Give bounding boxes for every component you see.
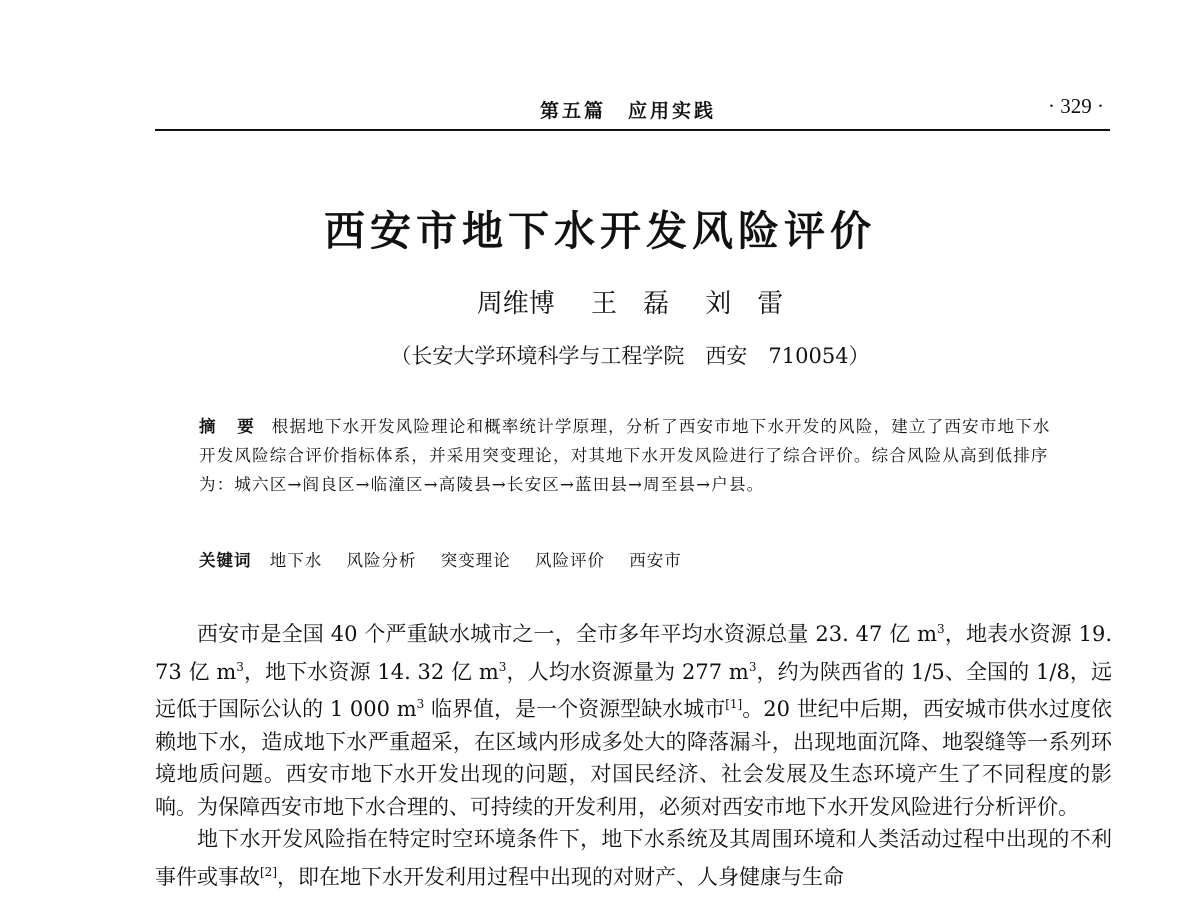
- section-title: 第五篇 应用实践: [540, 100, 717, 122]
- superscript: 3: [748, 659, 757, 674]
- header-rule: [155, 129, 1110, 131]
- text-run: 地下水开发风险指在特定时空环境条件下，地下水系统及其周围环境和人类活动过程中出现的不利事件或事故: [155, 827, 1112, 889]
- body-text: [155, 613, 1112, 893]
- superscript: 3: [937, 622, 945, 636]
- paragraph: [155, 613, 1112, 823]
- text-run: ，约为陕西省的 1/5、全国的 1/8，远远低于国际公认的 1 000 m: [155, 659, 1112, 721]
- abstract: [199, 412, 1064, 499]
- citation: [2]: [260, 864, 277, 879]
- abstract-text: 根据地下水开发风险理论和概率统计学原理，分析了西安市地下水开发的风险，建立了西安市地下水开发风险综合评价指标体系，并采用突变理论，对其地下水开发风险进行了综合评价。综合风险从高到低排序为：城六区→阎良区→临潼区→高陵县→长安区→蓝田县→周至县→户县。: [199, 417, 1051, 494]
- page-number: · 329 ·: [1048, 94, 1104, 118]
- paper-title: 西安市地下水开发风险评价: [324, 207, 876, 255]
- superscript: 3: [236, 659, 244, 674]
- citation: [1]: [725, 697, 743, 711]
- keyword: 地下水: [269, 551, 323, 570]
- author: 王 磊: [590, 289, 669, 319]
- text-run: ，即在地下水开发利用过程中出现的对财产、人身健康与生命: [277, 864, 844, 889]
- text-run: ，地下水资源 14. 32 亿 m: [243, 659, 499, 684]
- keyword: 风险分析: [346, 551, 417, 570]
- keywords: [199, 547, 1064, 571]
- abstract-label: 摘 要: [199, 417, 262, 436]
- text-run: ，人均水资源量为 277 m: [506, 659, 749, 684]
- keywords-label: 关键词: [199, 551, 252, 570]
- text-run: 临界值，是一个资源型缺水城市: [424, 697, 726, 721]
- keyword: 西安市: [629, 551, 682, 570]
- paragraph: [155, 823, 1112, 893]
- keyword: 风险评价: [535, 551, 605, 570]
- text-run: 西安市是全国 40 个严重缺水城市之一，全市多年平均水资源总量 23. 47 亿 m: [197, 622, 938, 646]
- authors: [0, 283, 1200, 320]
- text-run: ，地表水资源 19. 73 亿 m: [155, 622, 1112, 684]
- affiliation: （长安大学环境科学与工程学院 西安 710054）: [390, 344, 870, 368]
- author: 刘 雷: [705, 289, 784, 319]
- keyword: 突变理论: [440, 551, 511, 570]
- superscript: 3: [416, 697, 425, 711]
- superscript: 3: [498, 659, 507, 674]
- author: 周维博: [476, 289, 555, 319]
- running-header: [155, 92, 1110, 128]
- text-run: 。20 世纪中后期，西安城市供水过度依赖地下水，造成地下水严重超采，在区域内形成多处大的降落漏斗，出现地面沉降、地裂缝等一系列环境地质问题。西安市地下水开发出现的问题，对国民经济、社会发展及生态环境产生了不同程度的影响。为保障西安市地下水合理的、可持续的开发利用，必须对西安市地下水开发风险进行分析评价。: [155, 697, 1112, 819]
